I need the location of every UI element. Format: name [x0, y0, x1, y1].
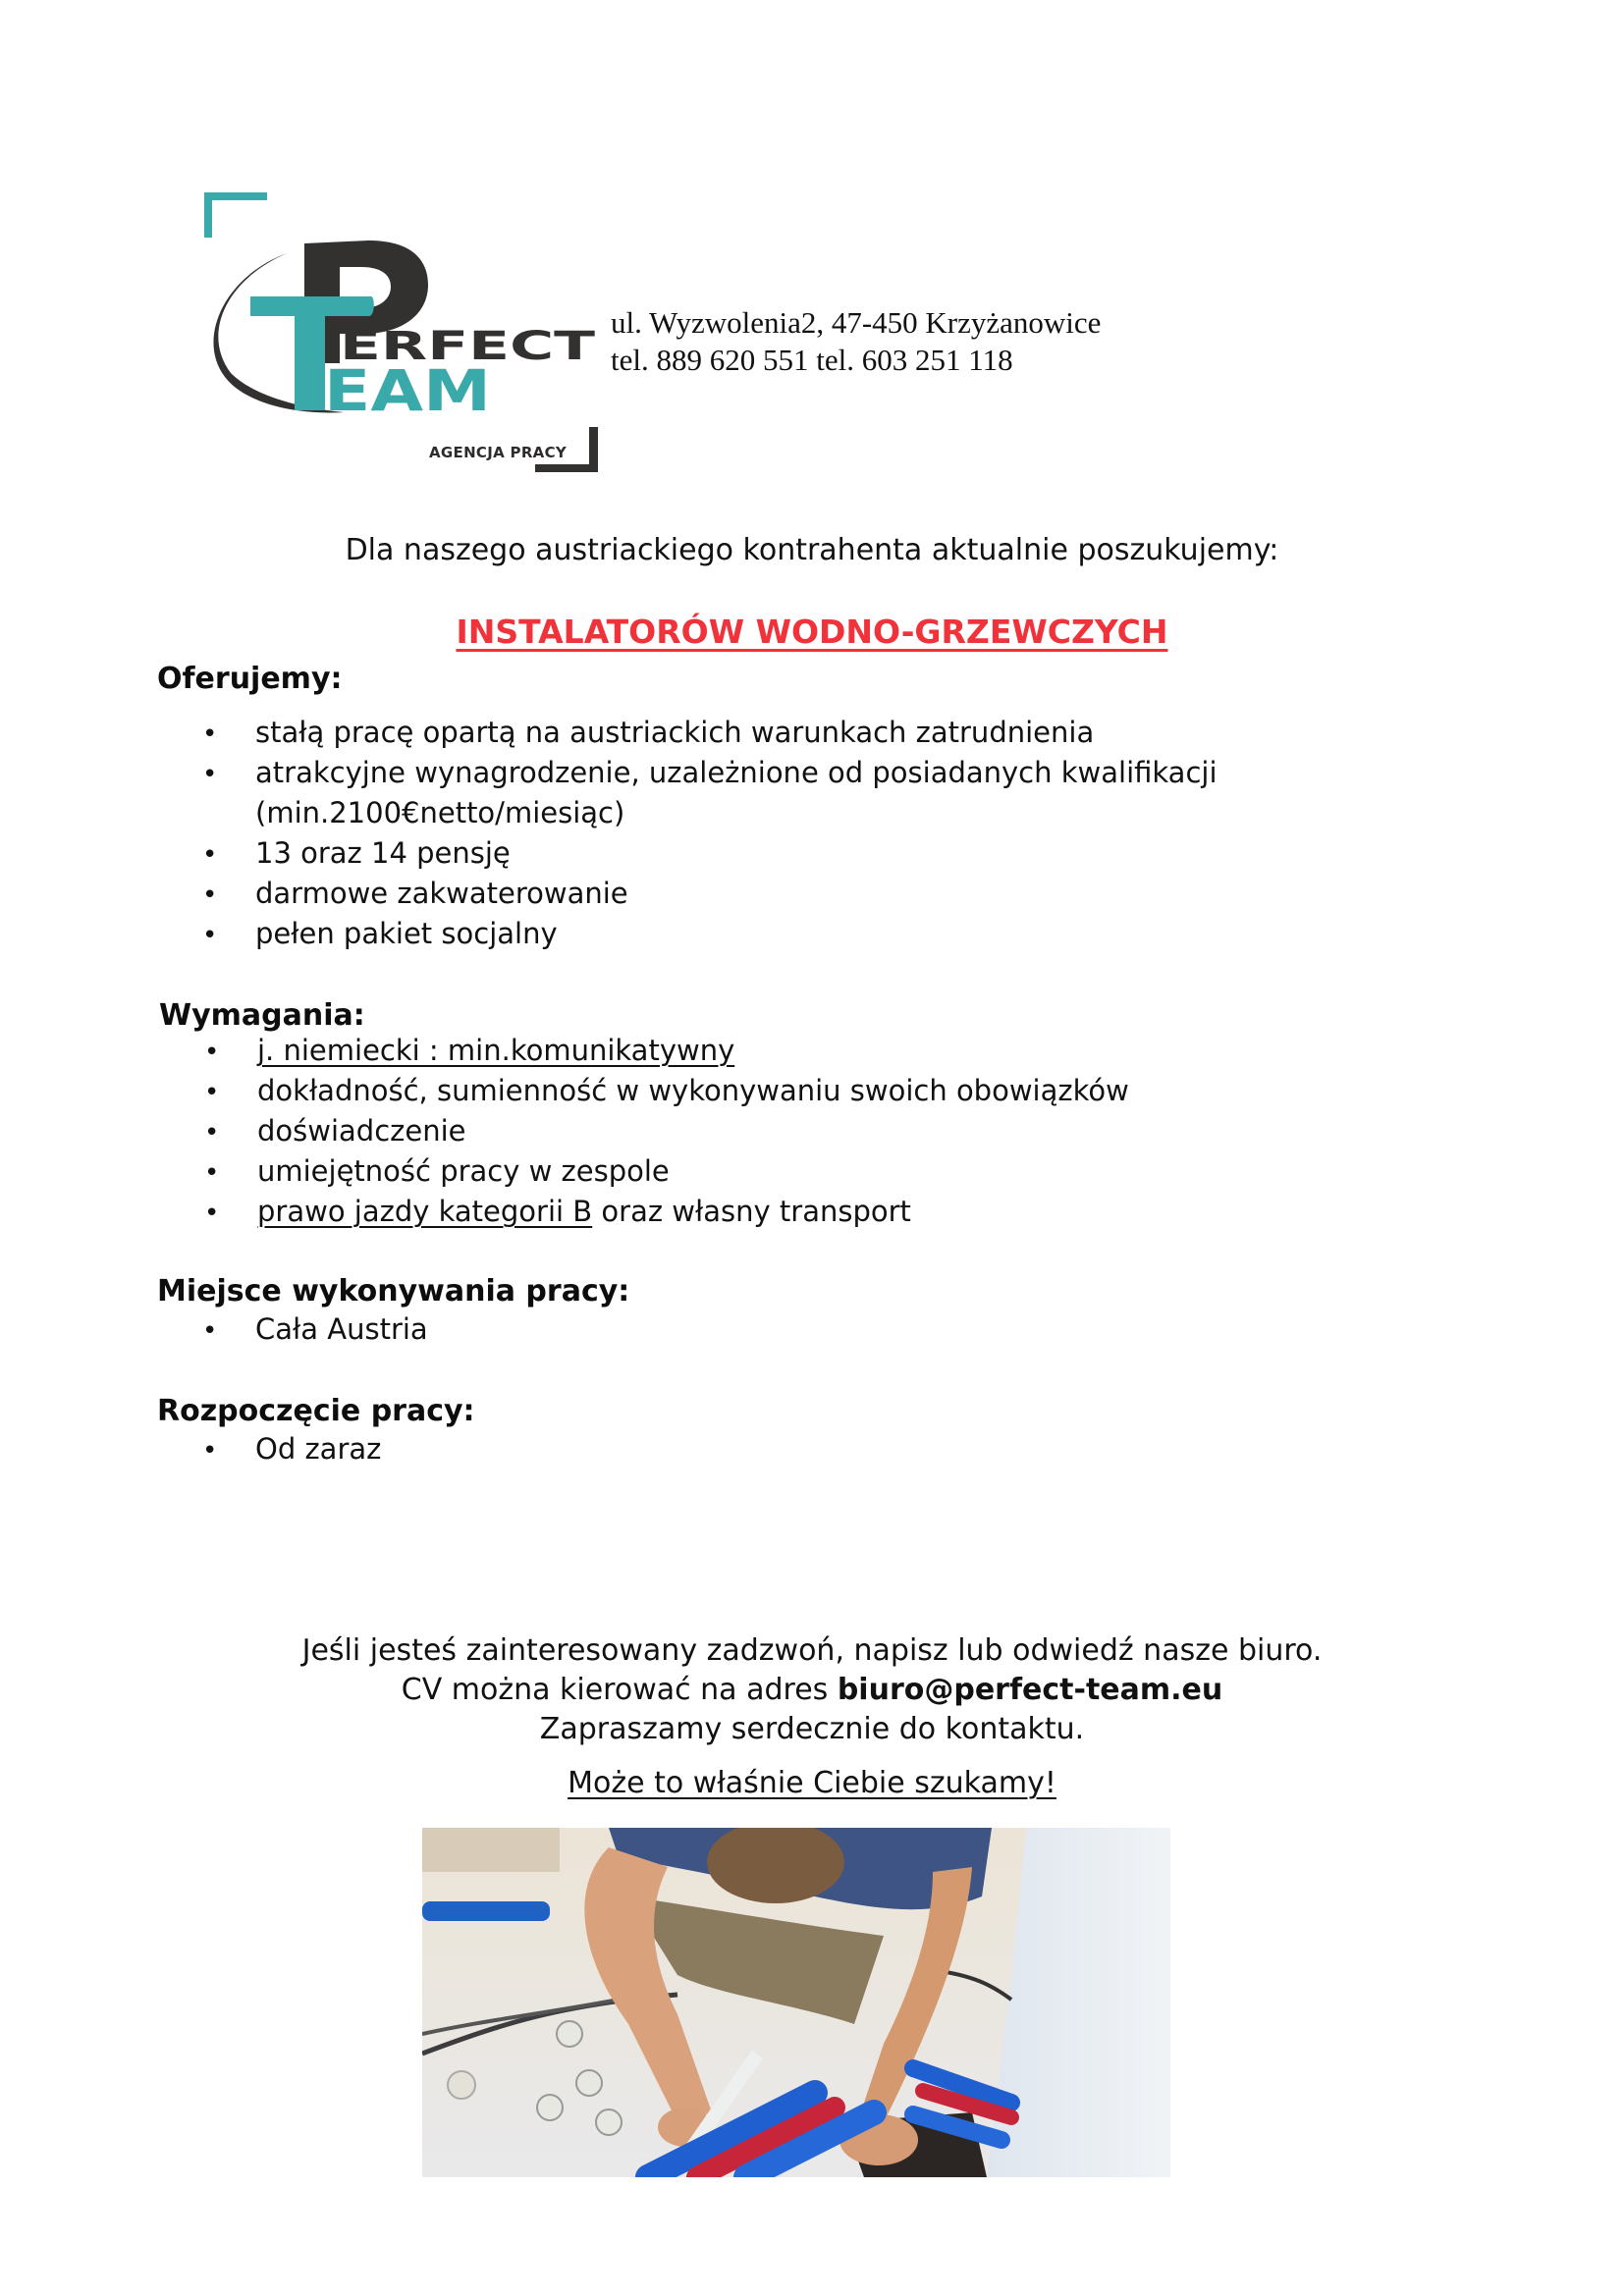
company-logo: [196, 187, 609, 481]
offer-heading: Oferujemy:: [157, 662, 343, 696]
requirement-item: umiejętność pracy w zespole: [257, 1154, 670, 1188]
intro-text: Dla naszego austriackiego kontrahenta aktualnie poszukujemy:: [345, 533, 1279, 567]
fitting: [596, 2109, 622, 2135]
plumber-illustration: [422, 1828, 1170, 2177]
start-item: Od zaraz: [255, 1432, 382, 1466]
bullet-icon: •: [202, 1316, 218, 1346]
plumber-photo: [422, 1828, 1170, 2177]
offer-item: 13 oraz 14 pensję: [255, 836, 511, 870]
email-link[interactable]: biuro@perfect-team.eu: [837, 1673, 1223, 1707]
bullet-icon: •: [202, 720, 218, 749]
own-transport-text: oraz własny transport: [592, 1195, 911, 1228]
requirement-item: dokładność, sumienność w wykonywaniu swoich obowiązków: [257, 1074, 1129, 1107]
footer-tagline-text: Może to właśnie Ciebie szukamy!: [568, 1766, 1056, 1800]
logo-tagline: AGENCJA PRACY: [429, 444, 568, 461]
job-title: INSTALATORÓW WODNO-GRZEWCZYCH: [456, 613, 1168, 651]
bullet-icon: •: [204, 1199, 220, 1228]
bullet-icon: •: [202, 881, 218, 910]
driving-license-text: prawo jazdy kategorii B: [257, 1195, 593, 1228]
offer-item-continuation: (min.2100€netto/miesiąc): [255, 796, 625, 829]
bullet-icon: •: [204, 1078, 220, 1107]
logo-bracket-bottom-right-horizontal: [535, 464, 598, 472]
footer-line-3: Zapraszamy serdecznie do kontaktu.: [539, 1712, 1085, 1746]
fitting: [557, 2021, 582, 2047]
location-heading: Miejsce wykonywania pracy:: [157, 1274, 630, 1308]
bullet-icon: •: [204, 1118, 220, 1148]
logo-mark: [196, 187, 609, 432]
cv-text: CV można kierować na adres: [401, 1673, 838, 1707]
requirement-item: doświadczenie: [257, 1114, 466, 1148]
requirements-heading: Wymagania:: [159, 998, 365, 1033]
requirement-item: j. niemiecki : min.komunikatywny: [257, 1034, 735, 1067]
offer-item: pełen pakiet socjalny: [255, 917, 558, 950]
bullet-icon: •: [204, 1158, 220, 1188]
fitting: [576, 2070, 602, 2096]
bullet-icon: •: [202, 760, 218, 789]
footer-line-2: [0, 1673, 1624, 1707]
company-phones: tel. 889 620 551 tel. 603 251 118: [611, 343, 1013, 377]
company-address: ul. Wyzwolenia2, 47-450 Krzyżanowice: [611, 305, 1102, 340]
start-heading: Rozpoczęcie pracy:: [157, 1394, 475, 1428]
offer-item: atrakcyjne wynagrodzenie, uzależnione od posiadanych kwalifikacji: [255, 756, 1218, 789]
bullet-icon: •: [202, 1436, 218, 1466]
bullet-icon: •: [202, 840, 218, 870]
footer-tagline: [0, 1766, 1624, 1800]
location-item: Cała Austria: [255, 1312, 428, 1346]
back-wall: [422, 1828, 560, 1872]
offer-item: stałą pracę opartą na austriackich warunkach zatrudnienia: [255, 716, 1095, 749]
footer-line-1: Jeśli jesteś zainteresowany zadzwoń, napisz lub odwiedź nasze biuro.: [301, 1633, 1323, 1668]
bullet-icon: •: [202, 921, 218, 950]
logo-text-erfect: ERFECT: [340, 324, 597, 369]
pipe-blue-left: [422, 1901, 550, 1921]
logo-text-eam: EAM: [324, 357, 491, 424]
fitting: [448, 2071, 475, 2099]
bullet-icon: •: [204, 1038, 220, 1067]
requirement-item: [257, 1195, 911, 1228]
offer-item: darmowe zakwaterowanie: [255, 877, 628, 910]
fitting: [537, 2095, 563, 2120]
